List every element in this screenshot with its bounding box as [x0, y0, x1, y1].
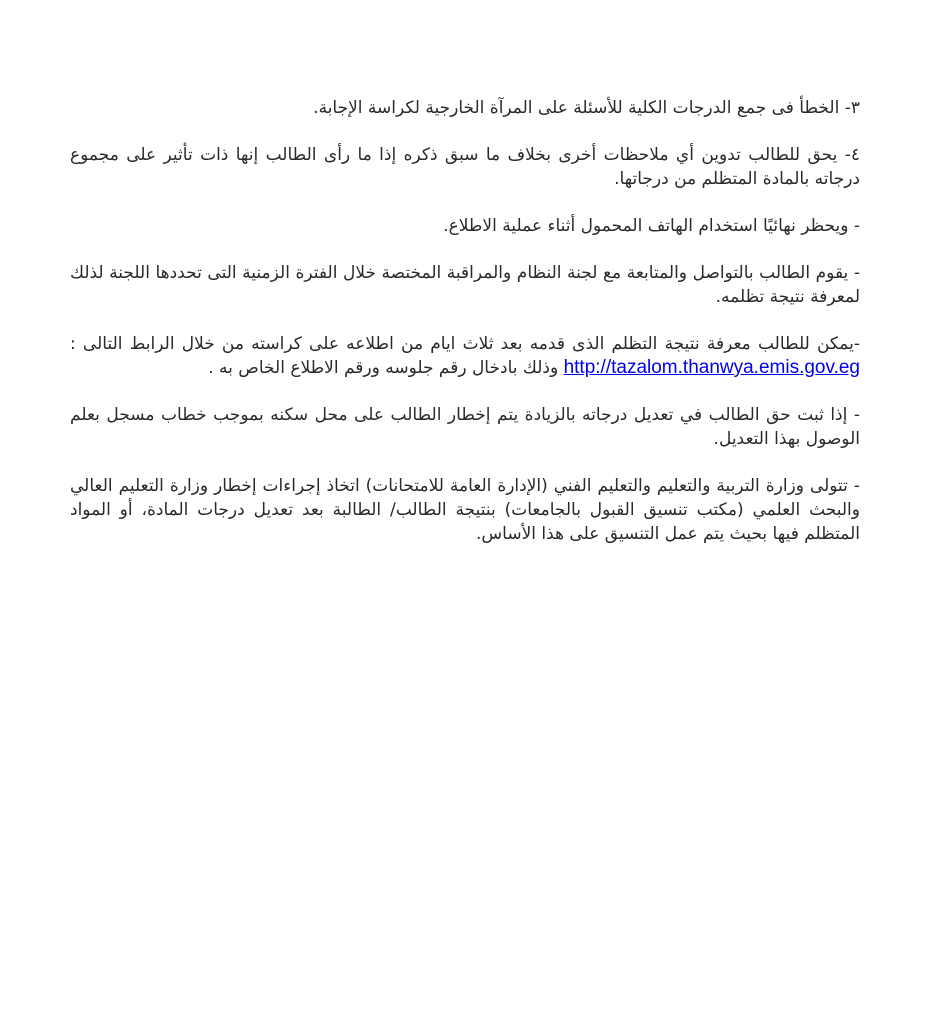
paragraph-ministry-coordination: - تتولى وزارة التربية والتعليم والتعليم الفني (الإدارة العامة للامتحانات) اتخاذ إجراءات إخطار وزارة التعليم العالي والبحث العلمي (مكتب تنسيق القبول بالجامعات) بنتيجة الطالب/ الطالبة بعد تعديل درجات المادة، أو المواد المتظلم فيها بحيث يتم عمل التنسيق على هذا الأساس. — [70, 476, 860, 544]
paragraph-grade-sum-error: ٣- الخطأ فى جمع الدرجات الكلية للأسئلة على المرآة الخارجية لكراسة الإجابة. — [313, 98, 860, 118]
paragraph-other-notes: ٤- يحق للطالب تدوين أي ملاحظات أخرى بخلاف ما سبق ذكره إذا ما رأى الطالب إنها ذات تأثير على مجموع درجاته بالمادة المتظلم من درجاتها. — [70, 145, 860, 189]
paragraph-phone-ban: - ويحظر نهائيًا استخدام الهاتف المحمول أثناء عملية الاطلاع. — [443, 216, 860, 236]
paragraph-grade-increase-notice: - إذا ثبت حق الطالب في تعديل درجاته بالزيادة يتم إخطار الطالب على محل سكنه بموجب خطاب مسجل بعلم الوصول بهذا التعديل. — [70, 405, 860, 449]
result-link-outro: وذلك بادخال رقم جلوسه ورقم الاطلاع الخاص به . — [208, 358, 559, 378]
document-page — [70, 96, 860, 546]
paragraph-follow-up: - يقوم الطالب بالتواصل والمتابعة مع لجنة النظام والمراقبة المختصة خلال الفترة الزمنية التى تحددها اللجنة لذلك لمعرفة نتيجة تظلمه. — [70, 263, 860, 307]
tazalom-link[interactable]: http://tazalom.thanwya.emis.gov.eg — [563, 357, 860, 378]
result-link-intro: -يمكن للطالب معرفة نتيجة التظلم الذى قدمه بعد ثلاث ايام من اطلاعه على كراسته من خلال الرابط التالى : — [70, 334, 860, 354]
paragraph-result-link — [70, 332, 860, 380]
